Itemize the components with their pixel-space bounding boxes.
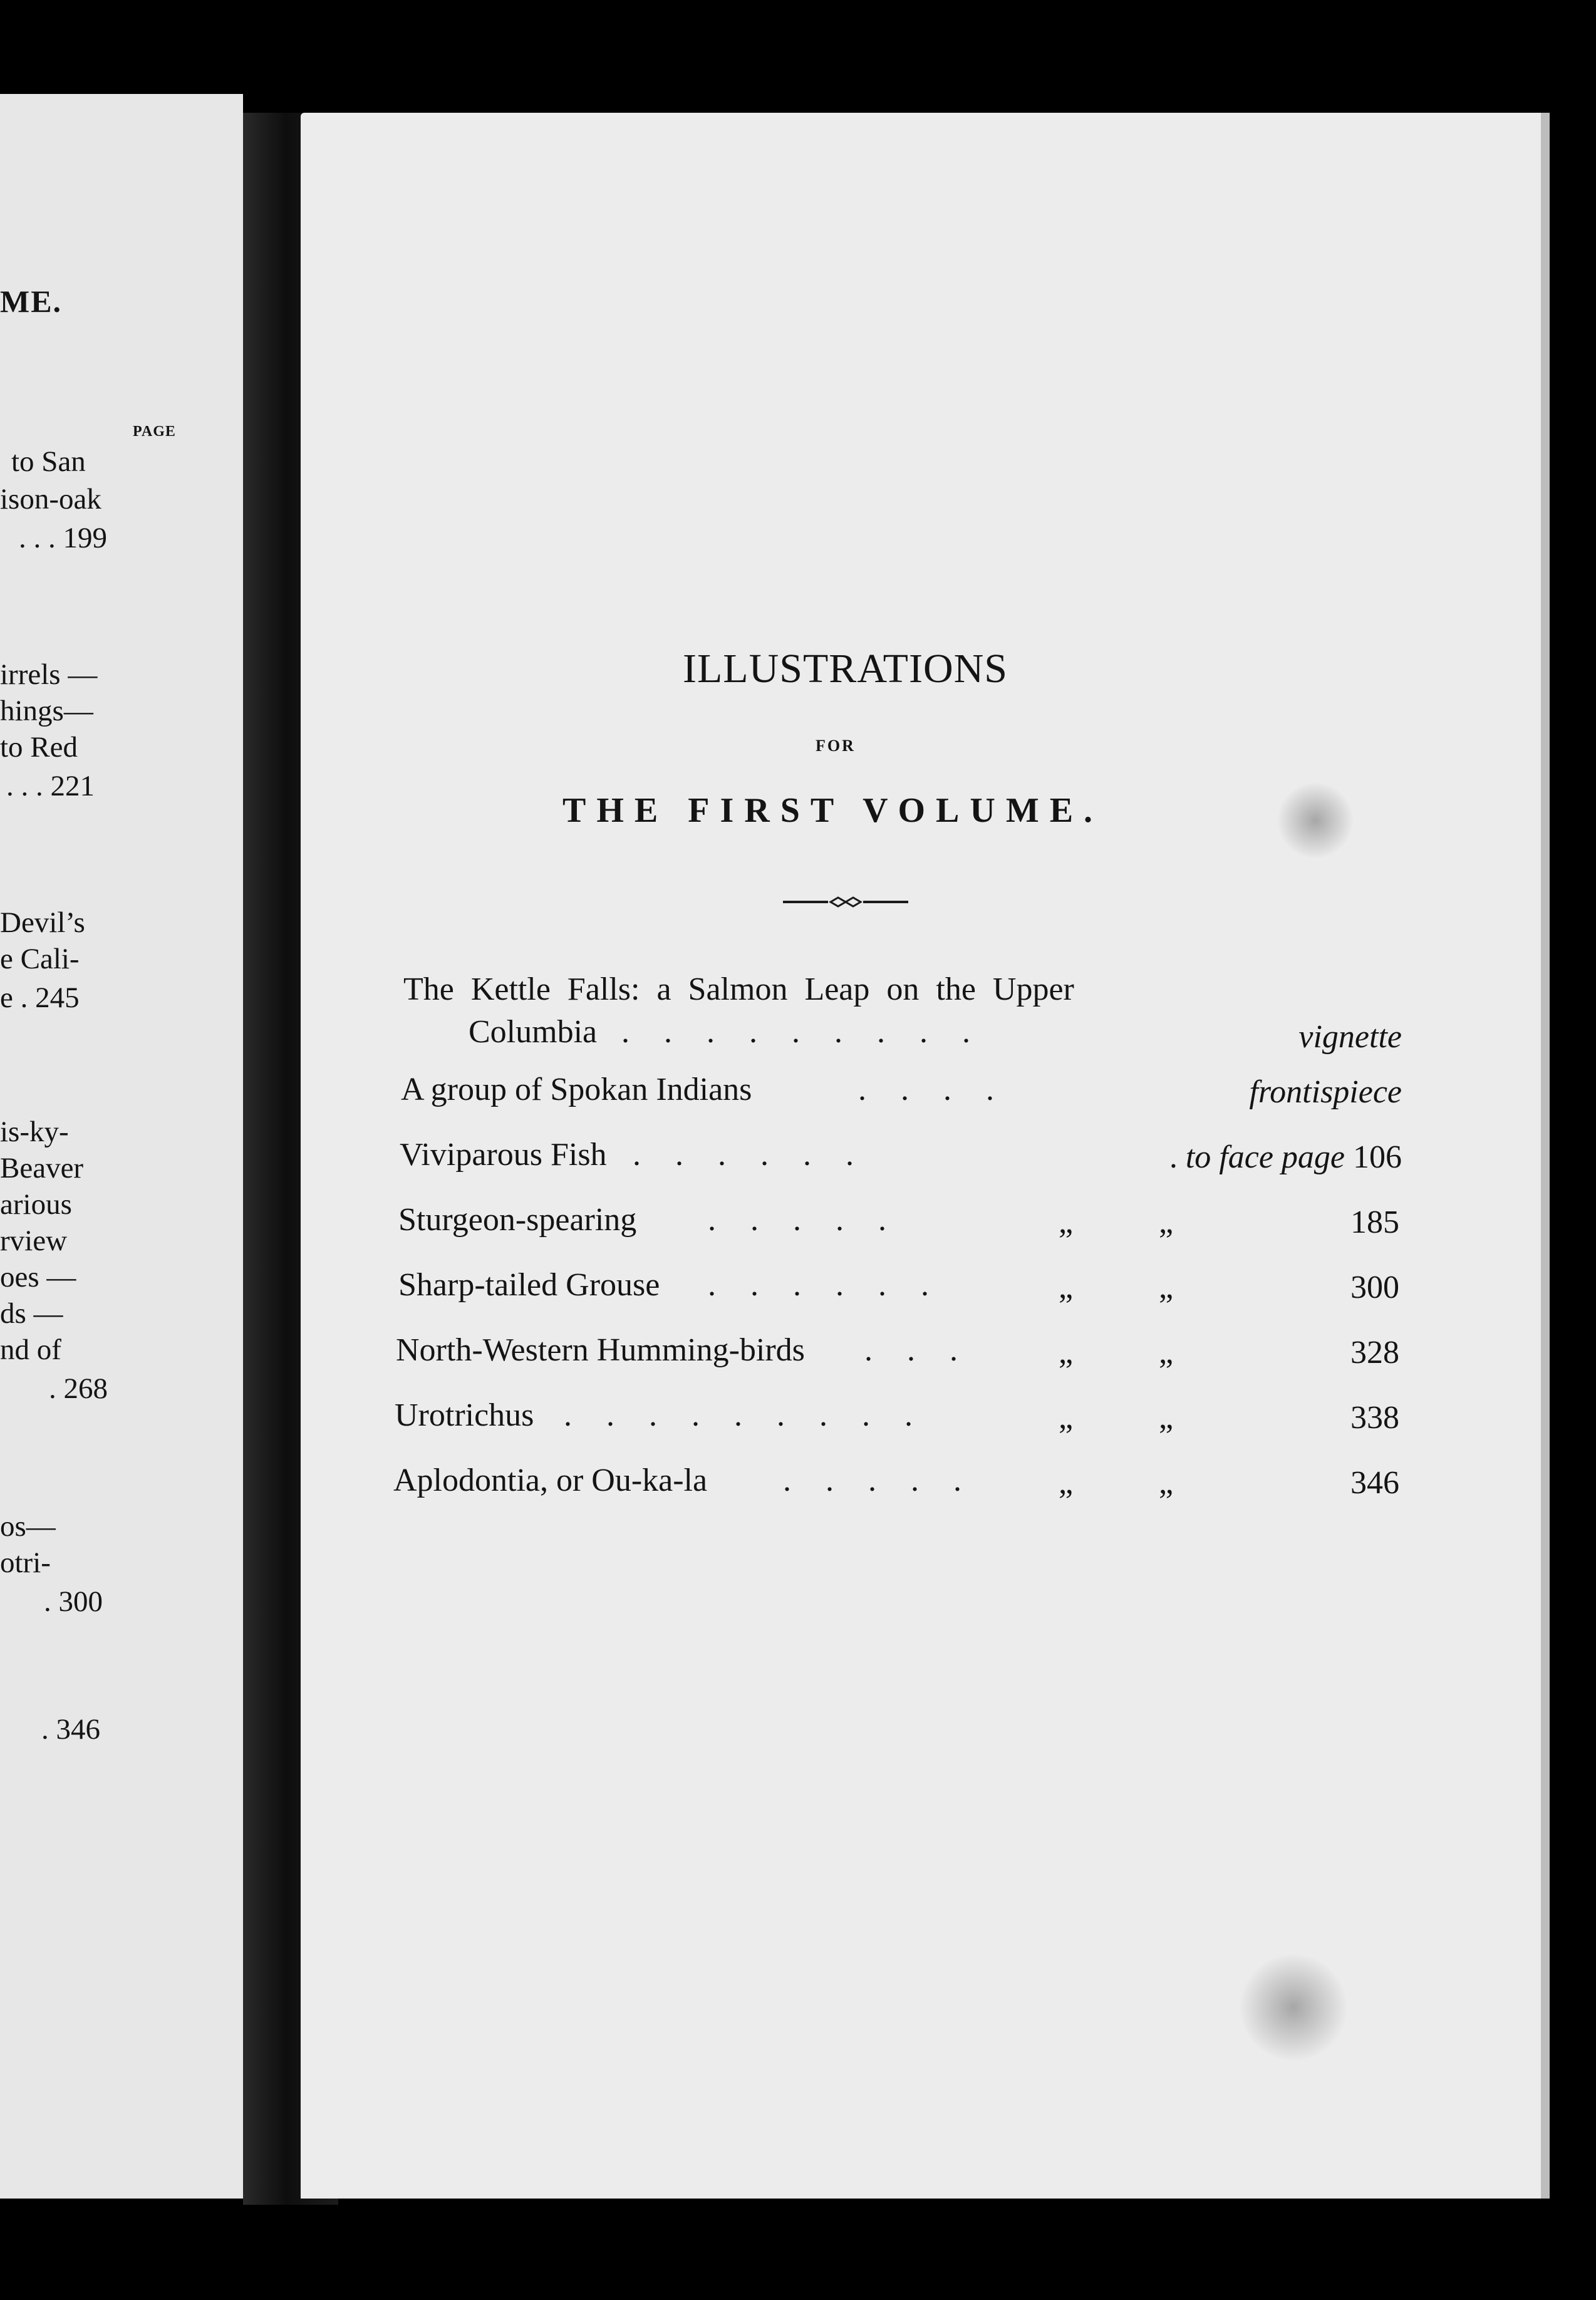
left-page-line: . 300 [44,1585,103,1618]
left-page-line: arious [0,1188,72,1221]
left-page-line: . . . 221 [6,770,95,802]
left-page-line: hings— [0,695,93,727]
entry-page-number: 300 [1350,1270,1399,1305]
page-title: ILLUSTRATIONS [683,646,1008,692]
entry-title: Urotrichus [395,1397,534,1433]
leader-dots: . . . . . . . . . [621,1014,970,1050]
ornament-rule-icon [783,894,908,909]
ditto-mark: „ [1059,1465,1074,1501]
leader-dots: . . . . . . [708,1267,929,1303]
entry-title: Aplodontia, or Ou-ka-la [393,1463,708,1498]
ditto-mark: „ [1159,1400,1174,1436]
left-page-line: . 346 [41,1713,100,1746]
entry-page-number: 328 [1350,1335,1399,1370]
left-page-line: os— [0,1510,56,1543]
left-page-line: e Cali- [0,943,80,975]
leader-dots: . . . . . [783,1463,961,1498]
entry-title: The Kettle Falls: a Salmon Leap on the Upper [403,971,1074,1007]
entry-page-number: 346 [1350,1465,1399,1501]
entry-title: Sturgeon-spearing [398,1202,637,1238]
left-page-line: Beaver [0,1152,84,1184]
left-page-line: oes — [0,1261,76,1293]
entry-reference-prefix: to face page [1185,1139,1345,1175]
entry-reference: vignette [1298,1019,1402,1055]
entry-title: Sharp-tailed Grouse [398,1267,660,1303]
left-page-line: . 268 [49,1372,108,1405]
entry-reference: . to face page 106 [1169,1139,1402,1175]
left-page-line: to San [11,445,86,478]
left-page-line: Devil’s [0,906,85,939]
foxing-stain [1240,1954,1347,2061]
entry-reference: frontispiece [1249,1074,1402,1110]
ditto-mark: „ [1159,1465,1174,1501]
ditto-mark: „ [1159,1335,1174,1370]
left-page-line: . . . 199 [19,522,107,554]
page-title-for: FOR [816,737,856,755]
foxing-stain [1278,783,1353,858]
page-subtitle: THE FIRST VOLUME. [562,791,1104,830]
leader-dots: . . . . . . . . . [564,1397,913,1433]
ditto-mark: „ [1059,1400,1074,1436]
entry-page-number: 338 [1350,1400,1399,1436]
ditto-mark: „ [1059,1335,1074,1370]
left-page-line: is-ky- [0,1116,69,1148]
entry-title: Viviparous Fish [400,1137,607,1173]
ditto-mark: „ [1059,1270,1074,1305]
ditto-mark: „ [1159,1204,1174,1240]
leader-dots: . . . . . . [633,1137,854,1173]
left-page-line: ds — [0,1297,63,1330]
leader-dots: . . . . . [708,1202,886,1238]
left-page-line: to Red [0,731,78,764]
entry-title: A group of Spokan Indians [401,1072,752,1107]
left-page-line: nd of [0,1334,61,1366]
illustrations-page [301,113,1550,2199]
left-page-line: ison-oak [0,483,101,515]
ditto-mark: „ [1159,1270,1174,1305]
ditto-mark: „ [1059,1204,1074,1240]
left-page-page-label: PAGE [133,423,176,440]
leader-dots: . . . [864,1332,958,1368]
left-facing-page [0,94,243,2199]
leader-dots: . . . . [858,1072,994,1107]
left-page-title-fragment: ME. [0,284,63,319]
left-page-line: rview [0,1225,68,1257]
left-page-line: irrels — [0,658,98,691]
entry-page-number: 106 [1353,1139,1402,1175]
left-page-line: e . 245 [0,982,80,1014]
entry-title-continued: Columbia [469,1014,598,1050]
entry-page-number: 185 [1350,1204,1399,1240]
left-page-line: otri- [0,1546,51,1579]
entry-title: North-Western Humming-birds [396,1332,805,1368]
